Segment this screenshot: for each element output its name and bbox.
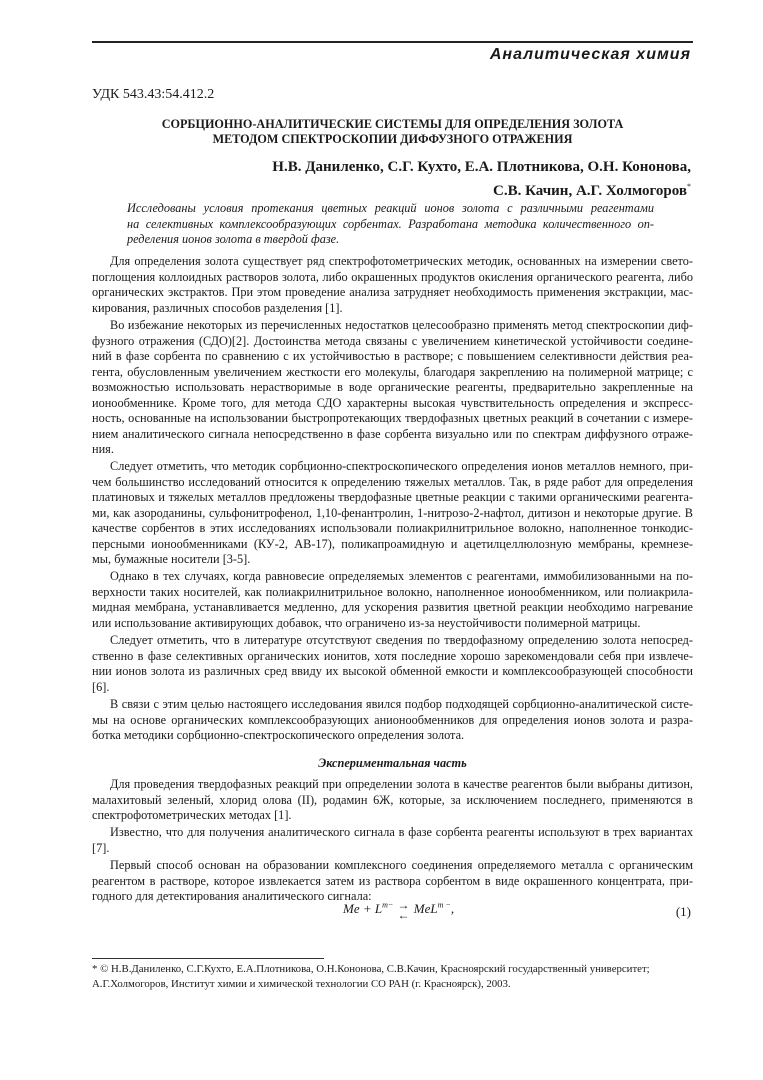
body-line: Первый способ основан на образовании комплексного соединения определяемого металла с органическим <box>110 858 693 872</box>
authors-names: С.В. Качин, А.Г. Холмогоров <box>493 183 687 199</box>
body-line: Известно, что для получения аналитического сигнала в фазе сорбента реагенты используют в трех вариантах <box>110 825 693 839</box>
body-line: ственно в фазе селективных органических ионитов, хотя последние хорошо зарекомендовали себя при извлече- <box>92 648 693 663</box>
body-line: возможностью использовать нерастворимые в воде органические реагенты, предварительно закрепленные на <box>92 380 693 394</box>
body-line: Для определения золота существует ряд спектрофотометрических методик, основанных на измерении свето- <box>110 254 693 268</box>
body-line: ми, как азороданины, сульфонитрофенол, 1,10-фенантролин, 1-нитрозо-2-нафтол, дитизон и некоторые другие. В <box>92 505 693 520</box>
equation-lhs: Me + L <box>343 900 383 916</box>
equation-rhs: MeL <box>413 900 438 916</box>
body-line: платиновых и тяжелых металлов предложены твердофазные цветные реакции с такими органическими реагента- <box>92 490 693 504</box>
equilibrium-arrows-icon: → ← <box>397 898 410 922</box>
footnote-line-2: А.Г.Холмогоров, Институт химии и химической технологии СО РАН (г. Красноярск), 2003. <box>92 978 511 990</box>
authors-line-1: Н.В. Даниленко, С.Г. Кухто, Е.А. Плотникова, О.Н. Кононова, <box>272 159 691 175</box>
journal-section-title: Аналитическая химия <box>489 46 691 63</box>
udc-code: УДК 543.43:54.412.2 <box>92 87 215 102</box>
body-line: органических экстрактов. При этом проведение анализа затрудняет необходимость применения экстракции, мас- <box>92 285 693 299</box>
body-line: мы на основе органических комплексообразующих анионообменников для определения ионов золота и разра- <box>92 712 693 727</box>
body-line: нии ионов золота из различных сред ввиду их высокой обменной емкости и комплексообразующей способности <box>92 664 693 678</box>
abstract-line: Исследованы условия протекания цветных реакций ионов золота с различными реагентами <box>127 201 654 215</box>
body-line: поглощения коллоидных растворов золота, либо окрашенных продуктов окисления органического реагента, либо <box>92 269 693 284</box>
equation-lhs-charge: m− <box>382 900 394 910</box>
body-line: гента, обусловленным увеличением жесткости его молекулы, благодаря закреплению на полимерной матрице; с <box>92 364 693 379</box>
body-line: Следует отметить, что в литературе отсутствуют сведения по твердофазному определению золота непосред- <box>110 633 693 647</box>
body-line: кирования, различных способов разделения [1]. <box>92 300 343 315</box>
footnote-line-1: * © Н.В.Даниленко, С.Г.Кухто, Е.А.Плотникова, О.Н.Кононова, С.В.Качин, Красноярский государственный университет; <box>92 963 650 975</box>
abstract-line: на селективных комплексообразующих сорбентах. Разработана методика количественного оп- <box>127 216 654 231</box>
header-rule <box>92 41 693 43</box>
body-line: ность, основанные на использовании быстропротекающих твердофазных цветных реакций в сочетании с измере- <box>92 411 693 425</box>
body-line: ний в фазе сорбента по сравнению с их устойчивостью в растворе; с повышением селективности действия реа- <box>92 349 693 363</box>
abstract-line: ределения ионов золота в твердой фазе. <box>127 232 340 246</box>
author-footnote-mark: * <box>687 182 691 191</box>
body-line: Во избежание некоторых из перечисленных недостатков целесообразно применять метод спектроскопии диф- <box>110 318 693 332</box>
authors-line-2 <box>131 177 691 201</box>
article-title-line-2: МЕТОДОМ СПЕКТРОСКОПИИ ДИФФУЗНОГО ОТРАЖЕНИЯ <box>212 132 573 146</box>
equation-rhs-charge: m − <box>437 900 451 910</box>
equation-tail: , <box>450 900 455 916</box>
section-heading-experimental: Экспериментальная часть <box>318 756 467 770</box>
body-line: спектрофотометрических методах [1]. <box>92 808 292 822</box>
body-line: малахитовый зеленый, хлорид олова (II), родамин 6Ж, которые, за исключением последнего, применяются в <box>92 792 693 807</box>
body-line: верхности таких носителей, как полиакрилнитрильное волокно, наполненное ионообменником, или полиакрила- <box>92 584 693 599</box>
footnote-rule <box>92 958 324 959</box>
body-line: мы, бумажные носители [3-5]. <box>92 552 251 566</box>
body-line: [6]. <box>92 679 110 694</box>
body-line: персными ионообменниками (КУ-2, АВ-17), поликапроамидную и ацетилцеллюлозную мембраны, кремнезе- <box>92 536 693 551</box>
body-line: фузного отражения (СДО)[2]. Достоинства метода связаны с увеличением кинетической устойчивости соедине- <box>92 333 693 348</box>
body-line: Следует отметить, что методик сорбционно-спектроскопического определения ионов металлов немного, при- <box>110 459 693 473</box>
body-line: ния. <box>92 442 114 456</box>
body-line: чем большинство исследований относится к определению тяжелых металлов. Так, в ряде работ для определения <box>92 474 693 489</box>
body-line: нием аналитического сигнала непосредственно в фазе сорбента визуально или по спектрам диффузного отраже- <box>92 426 693 441</box>
body-line: Для проведения твердофазных реакций при определении золота в качестве реагентов были выбраны дитизон, <box>110 777 693 791</box>
body-line: или использование активирующих добавок, что ограничено из-за неустойчивости полимерной матрицы. <box>92 615 641 630</box>
body-line: ионообменнике. Кроме того, для метода СДО характерны высокая чувствительность определения и экспресс- <box>92 395 693 410</box>
article-title-line-1: СОРБЦИОННО-АНАЛИТИЧЕСКИЕ СИСТЕМЫ ДЛЯ ОПРЕДЕЛЕНИЯ ЗОЛОТА <box>161 117 624 131</box>
body-line: [7]. <box>92 840 110 855</box>
body-line: Однако в тех случаях, когда равновесие определяемых элементов с реагентами, иммобилизованными на по- <box>110 569 693 583</box>
body-line: мидная мембрана, устанавливается медленно, для ускорения развития цветной реакции необходимо нагревание <box>92 600 693 614</box>
body-line: годного для детектирования аналитического сигнала: <box>92 889 372 903</box>
equation-1 <box>343 900 454 920</box>
abstract <box>127 201 654 248</box>
body-line: ботка методики сорбционно-спектроскопического определения золота. <box>92 728 465 742</box>
body-line: реагентом в растворе, которое извлекается затем из раствора сорбентом в виде окрашенного концентрата, при- <box>92 873 693 888</box>
body-line: В связи с этим целью настоящего исследования явился подбор подходящей сорбционно-аналитической систе- <box>110 697 693 711</box>
body-line: качестве сорбентов в этих исследованиях использовали полиакрилнитрильное волокно, наполненное тонкодис- <box>92 521 693 535</box>
equation-number: (1) <box>675 904 691 919</box>
